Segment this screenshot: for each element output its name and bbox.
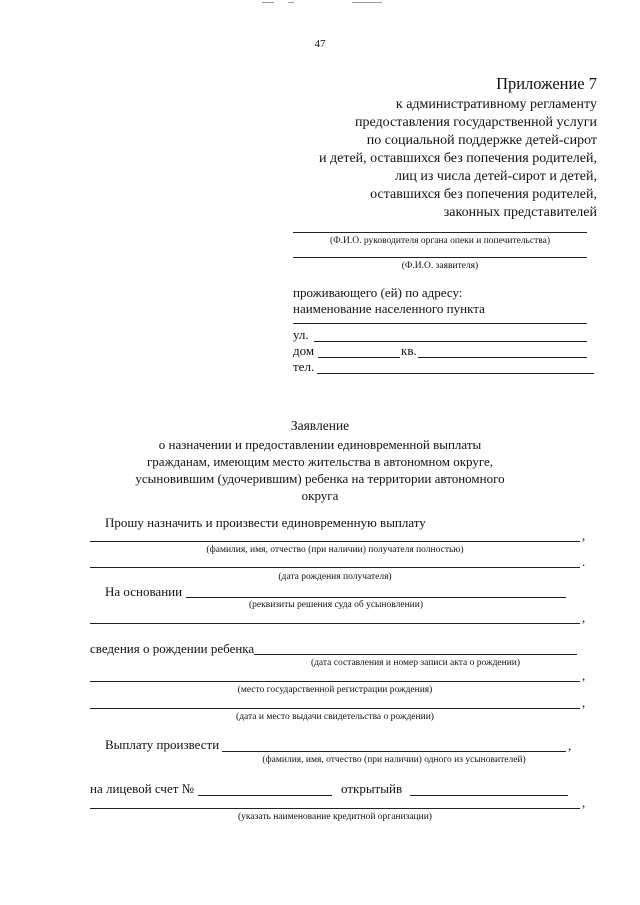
court-decision-caption: (реквизиты решения суда об усыновлении) <box>248 600 423 610</box>
statement-subtitle: усыновившим (удочерившим) ребенка на территории автономного <box>135 471 505 486</box>
statement-subtitle: гражданам, имеющим место жительства в автономном округе, <box>146 454 494 469</box>
birth-record-caption: (дата составления и номер записи акта о рождении) <box>310 658 521 668</box>
comma: , <box>568 738 572 753</box>
period: . <box>582 554 586 569</box>
head-name-caption: (Ф.И.О. руководителя органа опеки и попечительства) <box>330 236 550 246</box>
in-label: в <box>396 781 403 796</box>
certificate-line[interactable] <box>90 708 580 709</box>
phone-line[interactable] <box>317 373 594 374</box>
bank-name-line[interactable] <box>90 808 580 809</box>
comma: , <box>582 528 586 543</box>
recipient-dob-line[interactable] <box>90 567 580 568</box>
appendix-line: и детей, оставшихся без попечения родителей, <box>319 151 597 166</box>
opened-label: открытый <box>341 781 396 796</box>
account-number-line[interactable] <box>198 795 332 796</box>
comma: , <box>582 695 586 710</box>
birth-place-caption: (место государственной регистрации рождения) <box>237 685 433 695</box>
comma: , <box>582 795 586 810</box>
payment-label: Выплату произвести <box>105 737 220 752</box>
apt-line[interactable] <box>418 357 587 358</box>
court-decision-line-2[interactable] <box>90 623 580 624</box>
appendix-line: по социальной поддержке детей-сирот <box>366 133 597 148</box>
adopter-name-caption: (фамилия, имя, отчество (при наличии) одного из усыновителей) <box>262 755 526 765</box>
page-number: 47 <box>314 38 326 50</box>
appendix-line: оставшихся без попечения родителей, <box>370 187 597 202</box>
appendix-line: лиц из числа детей-сирот и детей, <box>394 169 597 184</box>
residing-label: проживающего (ей) по адресу: <box>293 285 463 300</box>
applicant-name-caption: (Ф.И.О. заявителя) <box>401 261 479 271</box>
recipient-name-caption: (фамилия, имя, отчество (при наличии) получателя полностью) <box>206 545 464 555</box>
account-label: на лицевой счет № <box>90 781 195 796</box>
recipient-name-line[interactable] <box>90 541 580 542</box>
basis-label: На основании <box>105 584 183 599</box>
adopter-name-line[interactable] <box>222 751 566 752</box>
comma: , <box>582 610 586 625</box>
statement-title: Заявление <box>290 418 350 433</box>
birth-place-line[interactable] <box>90 681 580 682</box>
statement-subtitle: о назначении и предоставлении единовременной выплаты <box>158 437 482 452</box>
apt-label: кв. <box>401 343 417 358</box>
comma: , <box>582 668 586 683</box>
applicant-name-line[interactable] <box>293 257 587 258</box>
appendix-title: Приложение 7 <box>496 74 597 93</box>
statement-subtitle: округа <box>301 488 339 503</box>
request-text: Прошу назначить и произвести единовременную выплату <box>105 515 426 530</box>
head-name-line[interactable] <box>293 232 587 233</box>
appendix-line: к административному регламенту <box>395 97 597 112</box>
bank-line[interactable] <box>410 795 568 796</box>
certificate-caption: (дата и место выдачи свидетельства о рождении) <box>236 712 434 722</box>
house-line[interactable] <box>318 357 400 358</box>
street-line[interactable] <box>314 341 587 342</box>
settlement-line[interactable] <box>293 323 587 324</box>
birth-record-line[interactable] <box>254 654 577 655</box>
birth-info-label: сведения о рождении ребенка <box>90 641 255 656</box>
bank-caption: (указать наименование кредитной организации) <box>238 812 432 822</box>
appendix-line: законных представителей <box>443 205 597 220</box>
court-decision-line[interactable] <box>186 597 566 598</box>
recipient-dob-caption: (дата рождения получателя) <box>278 572 392 582</box>
street-label: ул. <box>293 327 309 342</box>
appendix-line: предоставления государственной услуги <box>355 115 597 130</box>
phone-label: тел. <box>293 359 315 374</box>
house-label: дом <box>293 343 315 358</box>
settlement-label: наименование населенного пункта <box>293 301 485 316</box>
